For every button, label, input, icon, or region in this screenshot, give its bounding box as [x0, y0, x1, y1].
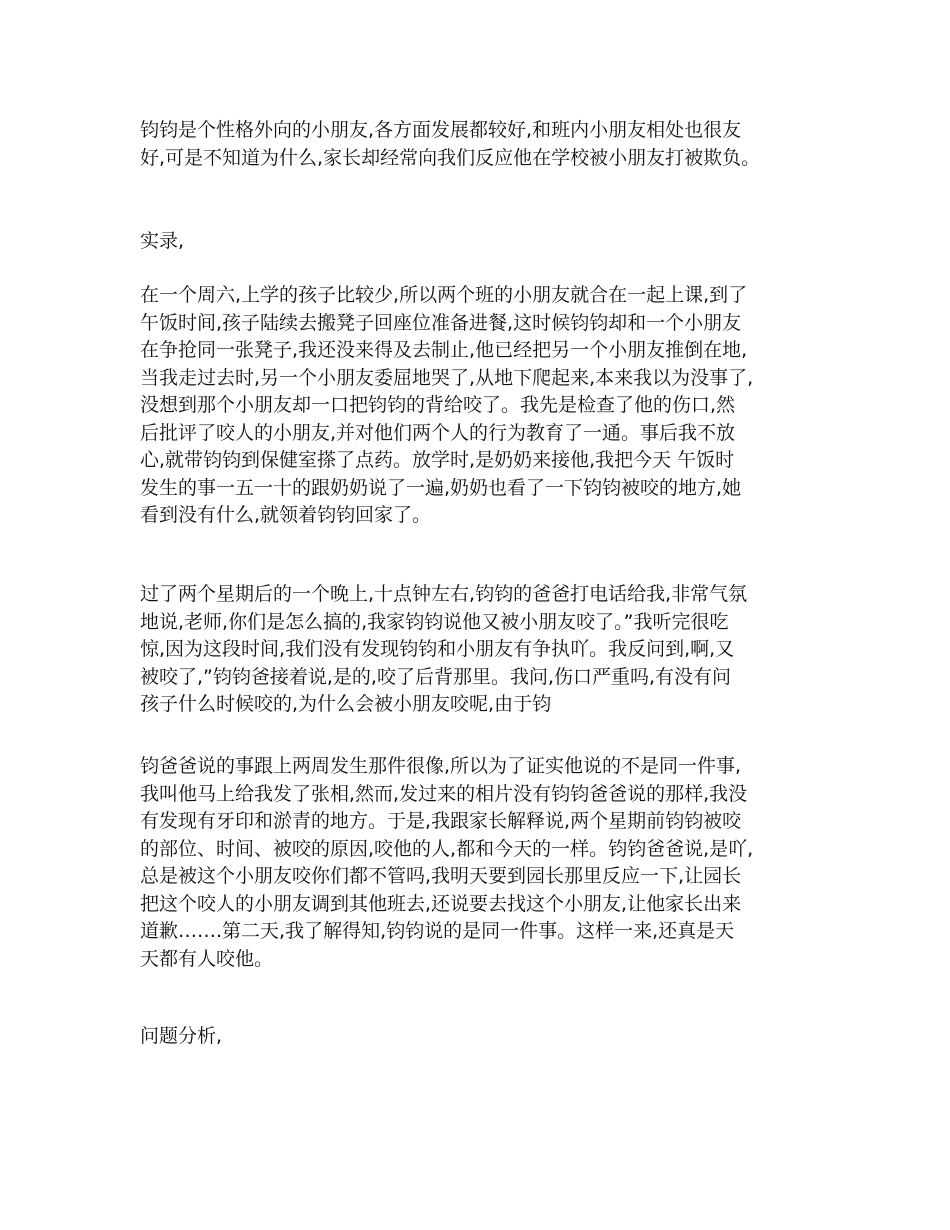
section-heading-analysis	[140, 1023, 820, 1051]
text-line: 惊,因为这段时间,我们没有发现钧钧和小朋友有争执吖。我反问到,啊,又	[140, 638, 735, 660]
text-line: 的部位、时间、被咬的原因,咬他的人,都和今天的一样。钧钧爸爸说,是吖,	[140, 837, 754, 860]
text-line: 孩子什么时候咬的,为什么会被小朋友咬呢,由于钧	[140, 693, 552, 715]
paragraph-record-2	[140, 581, 820, 719]
paragraph-record-3	[140, 753, 820, 973]
text-line: 有发现有牙印和淤青的地方。于是,我跟家长解释说,两个星期前钧钧被咬	[140, 810, 742, 832]
text-line: 在争抢同一张凳子,我还没来得及去制止,他已经把另一个小朋友推倒在地,	[140, 339, 748, 361]
text-line: 钧钧是个性格外向的小朋友,各方面发展都较好,和班内小朋友相处也很友	[140, 119, 742, 141]
text-line: 总是被这个小朋友咬你们都不管吗,我明天要到园长那里反应一下,让园长	[140, 865, 742, 887]
text-line: 把这个咬人的小朋友调到其他班去,还说要去找这个小朋友,让他家长出来	[140, 892, 742, 915]
paragraph-intro	[140, 117, 820, 172]
paragraph-record-1	[140, 282, 820, 530]
text-line: 发生的事一五一十的跟奶奶说了一遍,奶奶也看了一下钧钧被咬的地方,她	[140, 476, 742, 499]
text-line: 心,就带钧钧到保健室搽了点药。放学时,是奶奶来接他,我把今天 午饭时	[140, 449, 735, 471]
text-line: 问题分析,	[140, 1025, 223, 1047]
text-line: 天都有人咬他。	[140, 947, 274, 970]
text-line: 被咬了,”钧钧爸接着说,是的,咬了后背那里。我问,伤口严重吗,有没有问	[140, 665, 732, 688]
text-line: 我叫他马上给我发了张相,然而,发过来的相片没有钧钧爸爸说的那样,我没	[140, 782, 748, 805]
text-line: 实录,	[140, 230, 185, 252]
text-line: 午饭时间,孩子陆续去搬凳子回座位准备进餐,这时候钧钧却和一个小朋友	[140, 311, 742, 334]
text-line: 过了两个星期后的一个晚上,十点钟左右,钧钧的爸爸打电话给我,非常气氛	[140, 583, 748, 605]
text-line: 后批评了咬人的小朋友,并对他们两个人的行为教育了一通。事后我不放	[140, 421, 736, 444]
text-line: 没想到那个小朋友却一口把钧钧的背给咬了。我先是检查了他的伤口,然	[140, 394, 736, 416]
text-line: 地说,老师,你们是怎么搞的,我家钧钧说他又被小朋友咬了。”我听完很吃	[140, 610, 729, 633]
text-line: 看到没有什么,就领着钧钧回家了。	[140, 504, 432, 526]
section-heading-record	[140, 228, 820, 256]
text-line: 当我走过去时,另一个小朋友委屈地哭了,从地下爬起来,本来我以为没事了,	[140, 366, 754, 389]
text-line: 道歉…….第二天,我了解得知,钧钧说的是同一件事。这样一来,还真是天	[140, 920, 735, 942]
text-line: 钧爸爸说的事跟上两周发生那件很像,所以为了证实他说的不是同一件事,	[140, 755, 742, 777]
text-line: 好,可是不知道为什么,家长却经常向我们反应他在学校被小朋友打被欺负。	[140, 146, 761, 169]
text-line: 在一个周六,上学的孩子比较少,所以两个班的小朋友就合在一起上课,到了	[140, 284, 748, 306]
